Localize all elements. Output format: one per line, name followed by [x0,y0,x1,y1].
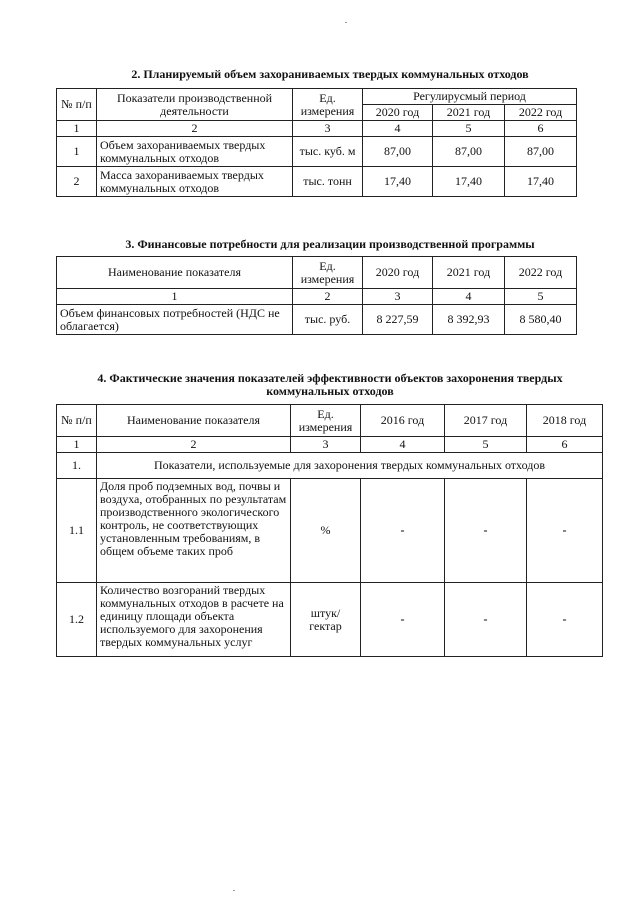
section-3-title: 3. Финансовые потребности для реализации производственной программы [125,237,535,251]
row-value: - [361,479,445,583]
row-value: - [527,583,603,657]
header-year: 2017 год [445,405,527,437]
header-num: № п/п [57,405,97,437]
header-unit: Ед. измерения [293,89,363,121]
header-period: Регулирусмый период [363,89,577,105]
row-value: - [361,583,445,657]
row-value: - [445,583,527,657]
group-num: 1. [57,453,97,479]
scan-speck [233,890,235,891]
row-unit: тыс. тонн [293,167,363,197]
financial-needs-table [56,256,577,335]
row-name: Объем финансовых потребностей (НДС не облагается) [57,305,293,335]
header-year: 2021 год [433,105,505,121]
header-unit: Ед. измерения [291,405,361,437]
section-2-title: 2. Планируемый объем захораниваемых твердых коммунальных отходов [131,67,529,81]
group-row [57,453,603,479]
index-cell: 2 [97,121,293,137]
index-cell: 4 [433,289,505,305]
row-value: 8 392,93 [433,305,505,335]
index-cell: 5 [505,289,577,305]
scan-speck [345,22,347,23]
index-cell: 5 [433,121,505,137]
index-cell: 2 [97,437,291,453]
table-row [57,583,603,657]
table-row [57,137,577,167]
row-unit: тыс. куб. м [293,137,363,167]
index-cell: 6 [527,437,603,453]
index-cell: 1 [57,289,293,305]
header-num: № п/п [57,89,97,121]
row-num: 1.1 [57,479,97,583]
index-cell: 3 [363,289,433,305]
row-value: - [445,479,527,583]
row-value: 17,40 [433,167,505,197]
row-value: 8 580,40 [505,305,577,335]
row-name: Количество возгораний твердых коммунальных отходов в расчете на единицу площади объекта используемого для захоронения твердых коммунальных услуг [97,583,291,657]
index-cell: 4 [361,437,445,453]
header-year: 2018 год [527,405,603,437]
index-cell: 4 [363,121,433,137]
index-cell: 6 [505,121,577,137]
row-value: - [527,479,603,583]
row-name: Доля проб подземных вод, почвы и воздуха, отобранных по результатам производственного экологического контроль, не соответствующих установленным требованиям, в общем объеме таких проб [97,479,291,583]
row-value: 87,00 [363,137,433,167]
header-unit: Ед. измерения [293,257,363,289]
index-row [57,437,603,453]
efficiency-table [56,404,603,657]
header-year: 2016 год [361,405,445,437]
row-value: 17,40 [505,167,577,197]
row-num: 1 [57,137,97,167]
row-value: 17,40 [363,167,433,197]
row-unit: штук/ гектар [291,583,361,657]
index-cell: 3 [291,437,361,453]
row-unit: % [291,479,361,583]
row-name: Объем захораниваемых твердых коммунальных отходов [97,137,293,167]
index-cell: 2 [293,289,363,305]
header-year: 2021 год [433,257,505,289]
index-row [57,121,577,137]
header-indicator: Наименование показателя [97,405,291,437]
row-unit: тыс. руб. [293,305,363,335]
row-num: 1.2 [57,583,97,657]
header-year: 2020 год [363,105,433,121]
index-cell: 3 [293,121,363,137]
row-num: 2 [57,167,97,197]
header-year: 2022 год [505,257,577,289]
row-value: 87,00 [505,137,577,167]
row-value: 8 227,59 [363,305,433,335]
group-name: Показатели, используемые для захоронения твердых коммунальных отходов [97,453,603,479]
header-indicator: Показатели производственной деятельности [97,89,293,121]
index-cell: 1 [57,121,97,137]
row-name: Масса захораниваемых твердых коммунальных отходов [97,167,293,197]
header-indicator: Наименование показателя [57,257,293,289]
header-year: 2022 год [505,105,577,121]
index-cell: 5 [445,437,527,453]
table-row [57,479,603,583]
table-row [57,167,577,197]
planned-volume-table [56,88,577,197]
index-row [57,289,577,305]
table-row [57,305,577,335]
row-value: 87,00 [433,137,505,167]
section-4-title: 4. Фактические значения показателей эффективности объектов захоронения твердых коммунальных отходов [97,371,563,398]
index-cell: 1 [57,437,97,453]
header-year: 2020 год [363,257,433,289]
